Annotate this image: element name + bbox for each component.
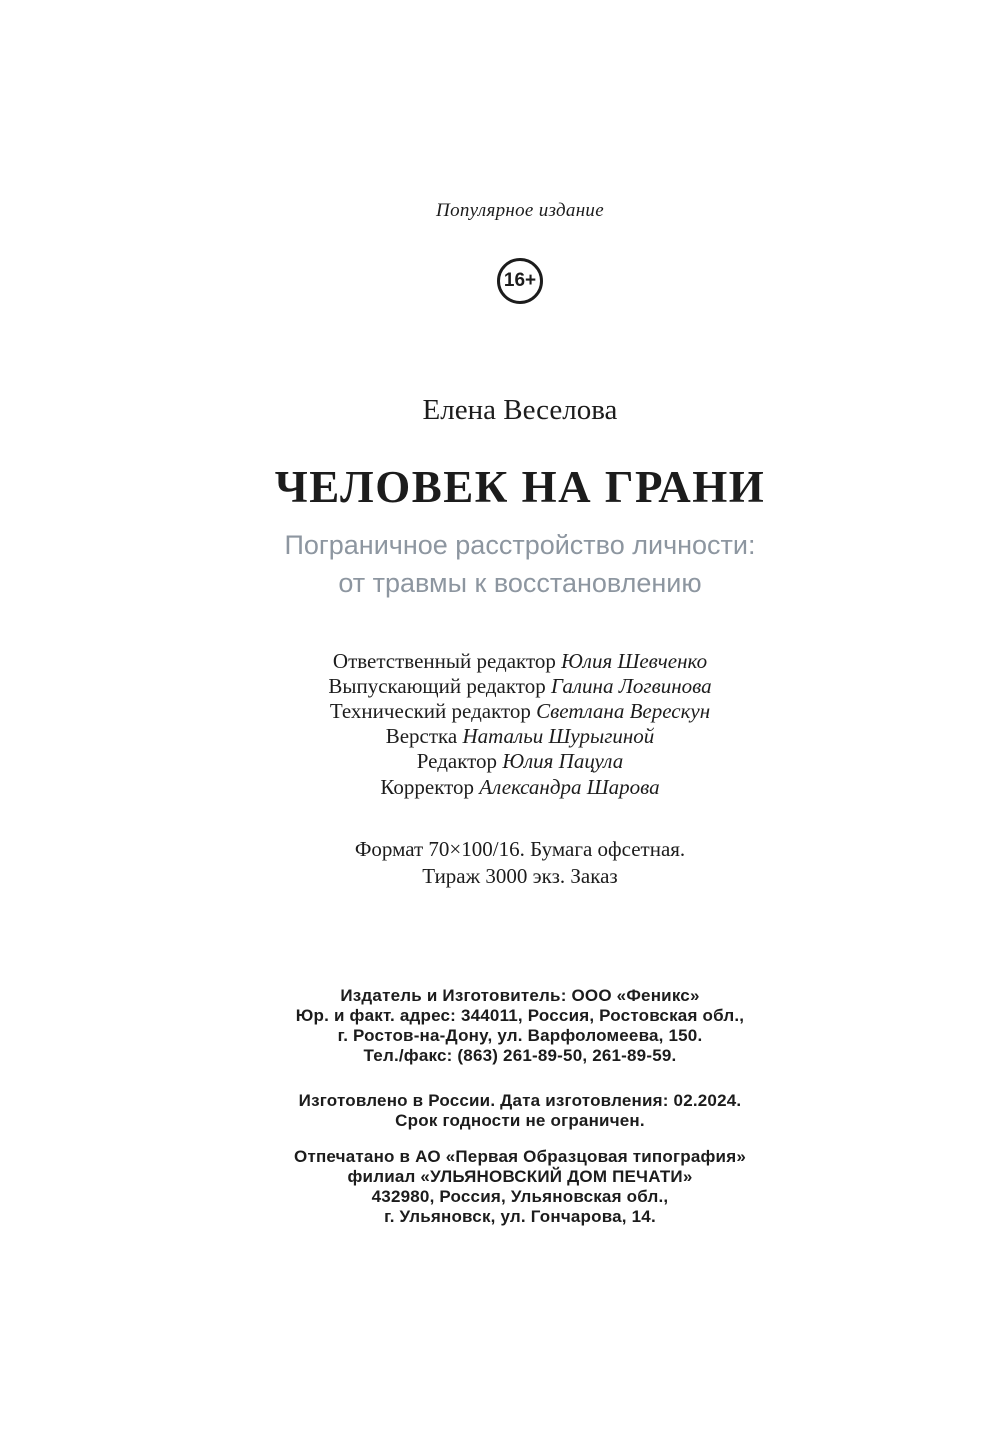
manufacture-line2: Срок годности не ограничен. (395, 1110, 645, 1130)
credit-person: Галина Логвинова (550, 673, 712, 698)
printing-line3: 432980, Россия, Ульяновская обл., (371, 1186, 669, 1206)
book-title: ЧЕЛОВЕК НА ГРАНИ (274, 462, 766, 512)
printing-line1: Отпечатано в АО «Первая Образцовая типография» (294, 1146, 746, 1166)
format-line1: Формат 70×100/16. Бумага офсетная. (354, 836, 686, 861)
book-subtitle-line1: Пограничное расстройство личности: (284, 530, 756, 560)
age-rating-badge (497, 258, 543, 304)
publisher-line1: Издатель и Изготовитель: ООО «Феникс» (340, 986, 700, 1006)
credits-block (40, 649, 1000, 800)
author-name: Елена Веселова (422, 394, 618, 426)
credit-line (40, 749, 1000, 774)
credit-person: Светлана Верескун (536, 698, 711, 723)
format-block (40, 836, 1000, 891)
book-subtitle-line2: от травмы к восстановлению (338, 567, 702, 598)
credit-person: Александра Шарова (479, 774, 660, 799)
format-line2: Тираж 3000 экз. Заказ (422, 864, 618, 889)
credit-role: Корректор (380, 774, 475, 799)
book-subtitle (40, 527, 1000, 603)
credit-line (40, 674, 1000, 699)
publisher-line4: Тел./факс: (863) 261-89-50, 261-89-59. (363, 1046, 677, 1066)
credit-role: Ответственный редактор (332, 648, 556, 673)
credit-person: Юлия Шевченко (561, 648, 708, 673)
credit-role: Верстка (385, 724, 458, 749)
credit-role: Выпускающий редактор (328, 673, 546, 698)
credit-role: Технический редактор (329, 698, 531, 723)
edition-note: Популярное издание (436, 200, 604, 221)
credit-person: Юлия Пацула (502, 749, 624, 774)
printing-line2: филиал «УЛЬЯНОВСКИЙ ДОМ ПЕЧАТИ» (347, 1166, 693, 1186)
manufacture-block (40, 1091, 1000, 1131)
credit-line (40, 649, 1000, 674)
printing-line4: г. Ульяновск, ул. Гончарова, 14. (384, 1206, 656, 1226)
credit-line (40, 724, 1000, 749)
credit-role: Редактор (416, 749, 498, 774)
age-rating-label: 16+ (503, 270, 537, 291)
publisher-line3: г. Ростов-на-Дону, ул. Варфоломеева, 150. (337, 1026, 703, 1046)
credit-line (40, 699, 1000, 724)
publisher-line2: Юр. и факт. адрес: 344011, Россия, Ростовская обл., (295, 1006, 745, 1026)
colophon-page (40, 0, 1000, 1227)
credit-line (40, 775, 1000, 800)
publisher-block (40, 986, 1000, 1066)
printing-block (40, 1147, 1000, 1227)
credit-person: Натальи Шурыгиной (462, 724, 655, 749)
manufacture-line1: Изготовлено в России. Дата изготовления: 02.2024. (298, 1090, 742, 1110)
